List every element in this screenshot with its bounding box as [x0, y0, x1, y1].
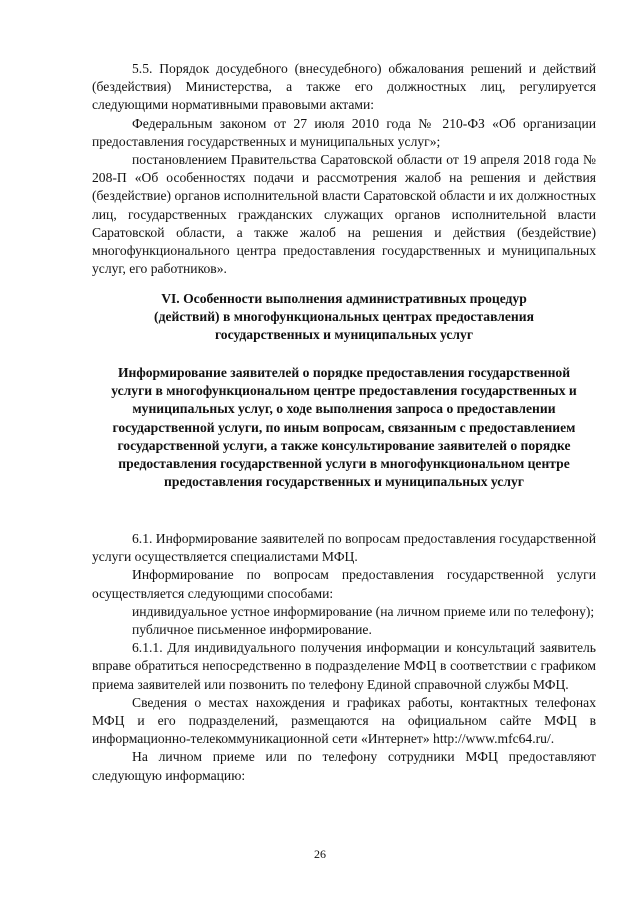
section-6-title: VI. Особенности выполнения административных процедур (действий) в многофункциональных центрах предоставления государственных и муниципальных услуг [154, 291, 534, 343]
paragraph-info-methods: Информирование по вопросам предоставления государственной услуги осуществляется следующими способами: [92, 567, 596, 601]
section-6-heading-block [92, 290, 596, 345]
section-6-subheading-block [92, 364, 596, 491]
section-6-subtitle: Информирование заявителей о порядке предоставления государственной услуги в многофункциональном центре предоставления государственных и муниципальных услуг, о ходе выполнения запроса о предоставлении государственной услуги, по иным вопросам, связанным с предоставлением государственной услуги, а также консультирование заявителей о порядке предоставления государственной услуги в многофункциональном центре предоставления государственных и муниципальных услуг [111, 365, 577, 490]
paragraph-federal-law: Федеральным законом от 27 июля 2010 года № 210-ФЗ «Об организации предоставления государственных и муниципальных услуг»; [92, 115, 596, 149]
paragraph-6-1-1: 6.1.1. Для индивидуального получения информации и консультаций заявитель вправе обратиться непосредственно в подразделение МФЦ в соответствии с графиком приема заявителей или позвонить по телефону Единой справочной службы МФЦ. [92, 640, 596, 692]
paragraph-written-info: публичное письменное информирование. [132, 622, 372, 638]
section-6-body [92, 530, 596, 785]
page-number: 26 [314, 847, 326, 861]
paragraph-6-1: 6.1. Информирование заявителей по вопросам предоставления государственной услуги осуществляется специалистами МФЦ. [92, 531, 596, 565]
paragraph-5-5-intro: 5.5. Порядок досудебного (внесудебного) обжалования решений и действий (бездействия) Министерства, а также его должностных лиц, регулируется следующими нормативными правовыми актами: [92, 61, 596, 113]
paragraph-mfc-locations: Сведения о местах нахождения и графиках работы, контактных телефонах МФЦ и его подразделений, размещаются на официальном сайте МФЦ в информационно-телекоммуникационной сети «Интернет» http://www.mfc64.ru/. [92, 694, 596, 747]
paragraph-oral-info: индивидуальное устное информирование (на личном приеме или по телефону); [132, 603, 595, 619]
paragraph-regional-decree: постановлением Правительства Саратовской области от 19 апреля 2018 года № 208-П «Об особенностях подачи и рассмотрения жалоб на решения и действия (бездействие) органов исполнительной власти Саратовской области и их должностных лиц, государственных гражданских служащих органов исполнительной власти Саратовской области, а также жалоб на решения и действия (бездействие) многофункционального центра предоставления государственных и муниципальных услуг, его работников». [92, 152, 596, 277]
section-5-5 [92, 60, 596, 278]
paragraph-personal-reception: На личном приеме или по телефону сотрудники МФЦ предоставляют следующую информацию: [92, 749, 596, 783]
